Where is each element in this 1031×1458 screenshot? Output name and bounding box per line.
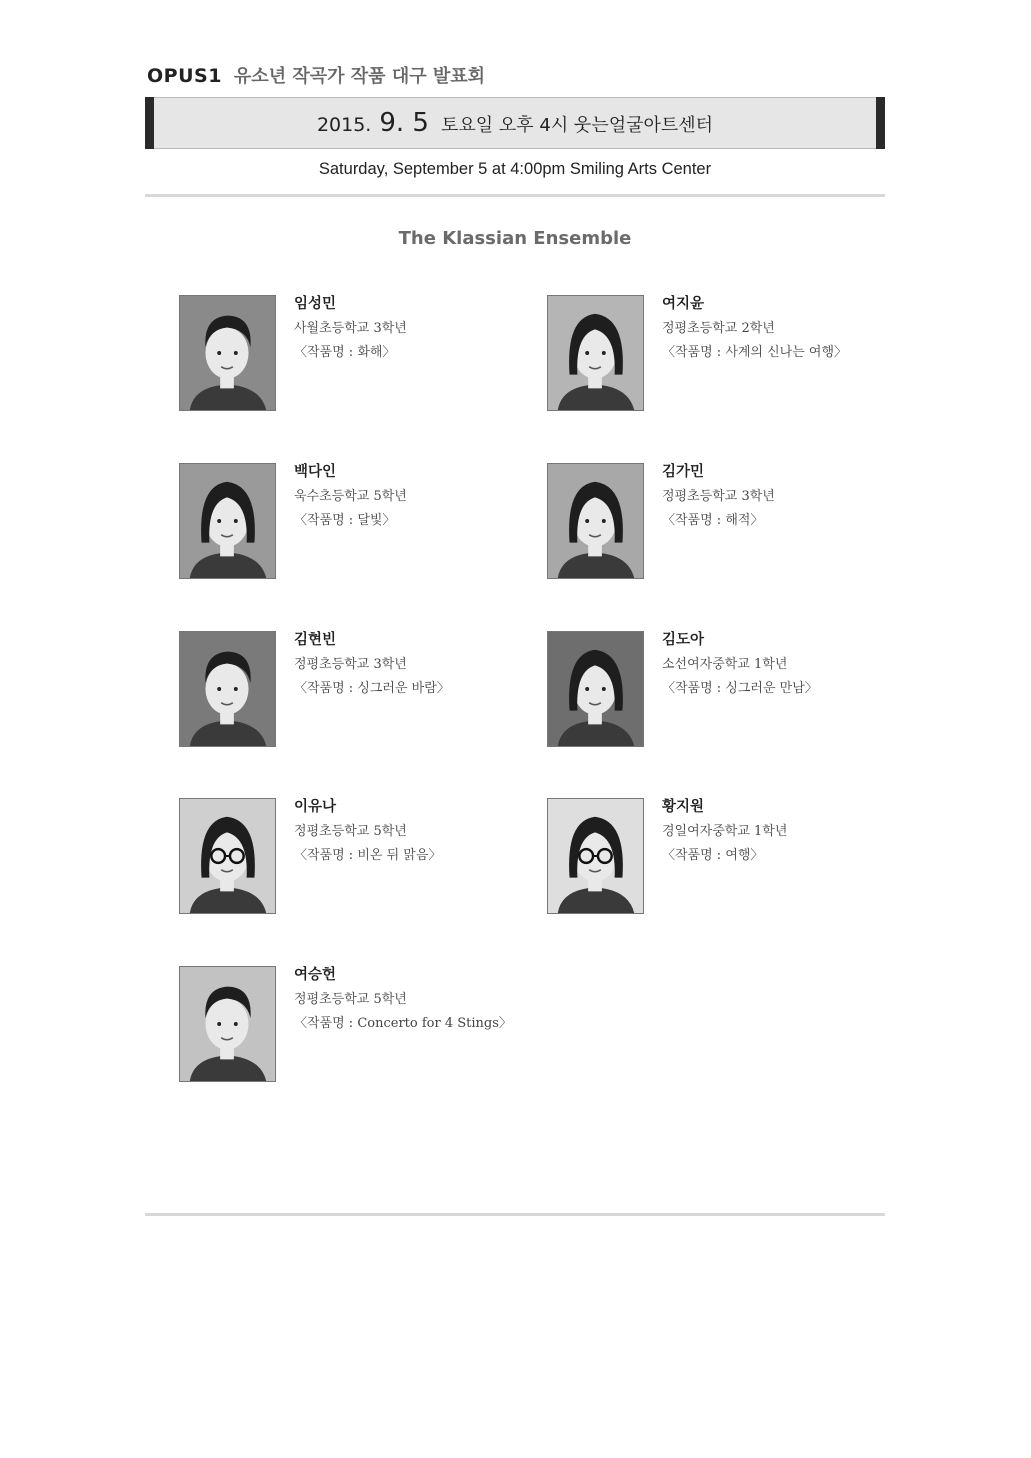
composer-school: 정평초등학교 3학년 xyxy=(294,657,407,672)
composer-name: 여지윤 xyxy=(662,296,705,312)
girl-glasses-portrait-icon xyxy=(179,798,276,914)
top-divider xyxy=(145,194,885,197)
composer-info xyxy=(662,463,775,529)
composer-info xyxy=(662,631,818,697)
bottom-divider xyxy=(145,1213,885,1216)
composer-info xyxy=(294,295,407,361)
composer-school: 소선여자중학교 1학년 xyxy=(662,657,788,672)
composer-work-title: 〈작품명 : Concerto for 4 Stings〉 xyxy=(294,1016,512,1031)
composer-info xyxy=(294,463,407,529)
composer-entry xyxy=(179,295,539,413)
composer-work-title: 〈작품명 : 달빛〉 xyxy=(294,513,396,528)
composer-name: 김현빈 xyxy=(294,632,337,648)
composer-work-title: 〈작품명 : 화해〉 xyxy=(294,345,396,360)
composer-work-title: 〈작품명 : 비온 뒤 맑음〉 xyxy=(294,848,442,863)
boy-portrait-icon xyxy=(179,295,276,411)
girl-portrait-icon xyxy=(547,463,644,579)
girl-glasses-portrait-icon xyxy=(547,798,644,914)
composer-entry xyxy=(179,798,539,916)
girl-portrait-icon xyxy=(547,295,644,411)
composer-school: 정평초등학교 5학년 xyxy=(294,992,407,1007)
girl-portrait-icon xyxy=(547,631,644,747)
composer-name: 여승헌 xyxy=(294,967,337,983)
banner-month-day: 9. 5 xyxy=(379,108,429,138)
composer-work-title: 〈작품명 : 여행〉 xyxy=(662,848,764,863)
composer-info xyxy=(294,798,441,864)
composer-school: 정평초등학교 2학년 xyxy=(662,321,775,336)
composer-name: 백다인 xyxy=(294,464,337,480)
composer-school: 사월초등학교 3학년 xyxy=(294,321,407,336)
banner-year: 2015. xyxy=(316,114,372,136)
composer-work-title: 〈작품명 : 해적〉 xyxy=(662,513,764,528)
composer-name: 임성민 xyxy=(294,296,337,312)
composer-info xyxy=(662,295,847,361)
composer-name: 김가민 xyxy=(662,464,705,480)
boy-portrait-icon xyxy=(179,631,276,747)
composer-work-title: 〈작품명 : 사계의 신나는 여행〉 xyxy=(662,345,848,360)
composer-name: 이유나 xyxy=(294,799,337,815)
banner-day-time-venue: 토요일 오후 4시 웃는얼굴아트센터 xyxy=(440,115,714,136)
english-subtitle: Saturday, September 5 at 4:00pm Smiling Arts Center xyxy=(318,160,712,178)
banner-left-bar xyxy=(145,97,154,149)
composer-entry xyxy=(179,463,539,581)
composer-work-title: 〈작품명 : 싱그러운 만남〉 xyxy=(662,681,818,696)
composer-entry xyxy=(547,631,907,749)
composer-school: 경일여자중학교 1학년 xyxy=(662,824,788,839)
composer-name: 김도아 xyxy=(662,632,705,648)
composer-entry xyxy=(547,798,907,916)
composer-entry xyxy=(547,463,907,581)
composer-school: 정평초등학교 5학년 xyxy=(294,824,407,839)
composer-entry xyxy=(179,966,539,1084)
girl-portrait-icon xyxy=(179,463,276,579)
page-header xyxy=(147,62,485,88)
composer-info xyxy=(294,631,450,697)
composer-info xyxy=(662,798,787,864)
composer-work-title: 〈작품명 : 싱그러운 바람〉 xyxy=(294,681,450,696)
date-banner xyxy=(145,97,885,149)
banner-right-bar xyxy=(876,97,885,149)
header-title: 유소년 작곡가 작품 대구 발표회 xyxy=(233,66,486,87)
composer-school: 욱수초등학교 5학년 xyxy=(294,489,407,504)
ensemble-title: The Klassian Ensemble xyxy=(398,228,632,249)
composer-name: 황지원 xyxy=(662,799,705,815)
composer-info xyxy=(294,966,512,1032)
composer-entry xyxy=(547,295,907,413)
banner-text xyxy=(317,108,713,138)
composer-school: 정평초등학교 3학년 xyxy=(662,489,775,504)
header-brand: OPUS1 xyxy=(147,65,222,87)
composer-entry xyxy=(179,631,539,749)
boy-portrait-icon xyxy=(179,966,276,1082)
